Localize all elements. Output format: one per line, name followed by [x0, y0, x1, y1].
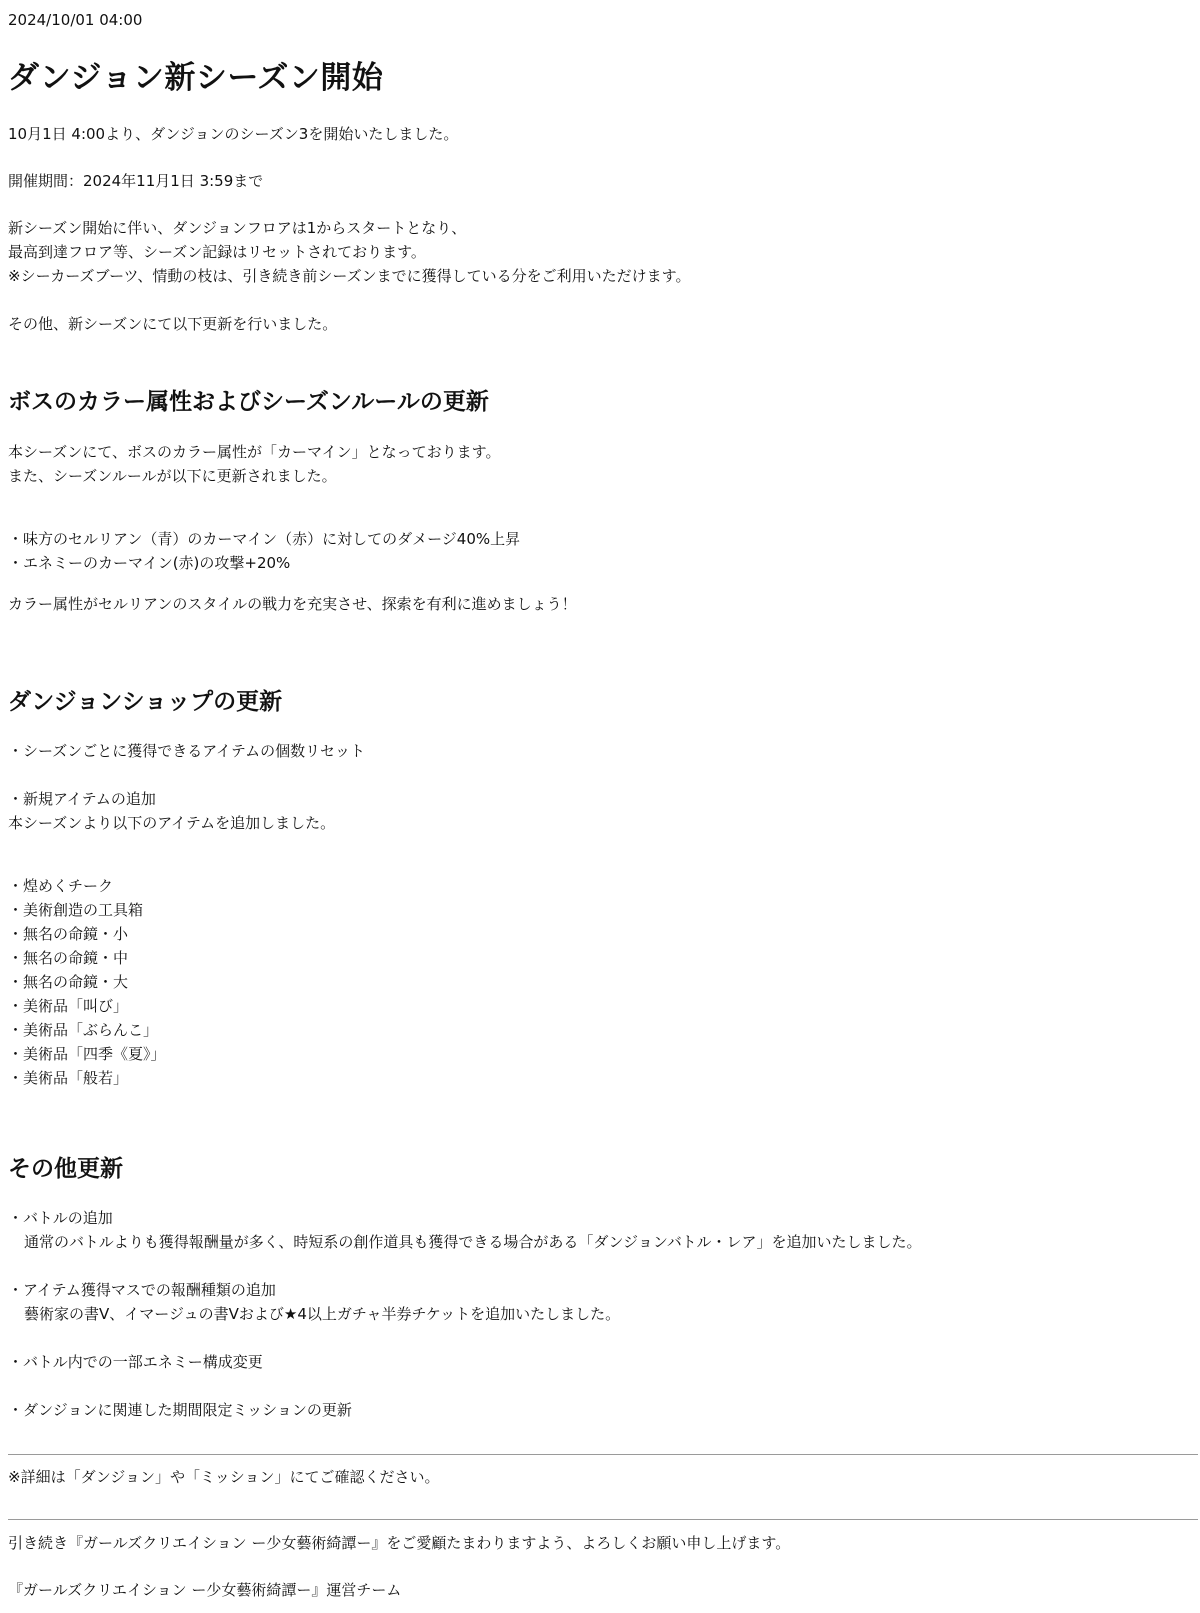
- intro-reset-line-3: ※シーカーズブーツ、情動の枝は、引き続き前シーズンまでに獲得している分をご利用いただけます。: [8, 267, 691, 285]
- boss-paragraph-1: 本シーズンにて、ボスのカラー属性が「カーマイン」となっております。: [8, 443, 501, 461]
- shop-reset-text: ・シーズンごとに獲得できるアイテムの個数リセット: [8, 742, 366, 760]
- shop-item: ・美術品「ぶらんこ」: [8, 1021, 159, 1039]
- season-rule-item: ・味方のセルリアン（青）のカーマイン（赤）に対してのダメージ40%上昇: [8, 530, 521, 548]
- divider: [8, 1519, 1198, 1520]
- shop-item: ・美術品「叫び」: [8, 997, 129, 1015]
- divider: [8, 1454, 1198, 1455]
- intro-other-text: その他、新シーズンにて以下更新を行いました。: [8, 315, 338, 333]
- details-note: ※詳細は「ダンジョン」や「ミッション」にてご確認ください。: [8, 1468, 440, 1486]
- other-mission-text: ・ダンジョンに関連した期間限定ミッションの更新: [8, 1401, 352, 1419]
- section-heading-shop: ダンジョンショップの更新: [8, 689, 283, 715]
- intro-period-text: 開催期間：2024年11月1日 3:59まで: [8, 172, 264, 190]
- intro-start-text: 10月1日 4:00より、ダンジョンのシーズン3を開始いたしました。: [8, 125, 459, 143]
- team-signature: 『ガールズクリエイション ー少女藝術綺譚ー』運営チーム: [8, 1581, 402, 1599]
- post-date: 2024/10/01 04:00: [8, 11, 143, 29]
- shop-item: ・煌めくチーク: [8, 877, 114, 895]
- page-title: ダンジョン新シーズン開始: [8, 60, 384, 96]
- thanks-text: 引き続き『ガールズクリエイション ー少女藝術綺譚ー』をご愛顧たまわりますよう、よろしくお願い申し上げます。: [8, 1534, 791, 1552]
- season-rule-item: ・エネミーのカーマイン(赤)の攻撃+20%: [8, 554, 291, 572]
- section-heading-boss: ボスのカラー属性およびシーズンルールの更新: [8, 389, 489, 415]
- boss-paragraph-2: また、シーズンルールが以下に更新されました。: [8, 467, 337, 485]
- section-heading-other: その他更新: [8, 1156, 123, 1182]
- other-enemy-text: ・バトル内での一部エネミー構成変更: [8, 1353, 263, 1371]
- shop-new-items-desc: 本シーズンより以下のアイテムを追加しました。: [8, 814, 336, 832]
- shop-item: ・美術品「般若」: [8, 1069, 129, 1087]
- other-reward-desc: 藝術家の書V、イマージュの書Vおよび★4以上ガチャ半券チケットを追加いたしました。: [24, 1305, 621, 1323]
- shop-item: ・無名の命鏡・中: [8, 949, 129, 967]
- shop-item: ・美術品「四季《夏》」: [8, 1045, 166, 1063]
- intro-reset-line-1: 新シーズン開始に伴い、ダンジョンフロアは1からスタートとなり、: [8, 219, 467, 237]
- boss-closing-text: カラー属性がセルリアンのスタイルの戦力を充実させ、探索を有利に進めましょう！: [8, 595, 577, 613]
- shop-item: ・無名の命鏡・大: [8, 973, 129, 991]
- shop-item: ・無名の命鏡・小: [8, 925, 129, 943]
- intro-reset-line-2: 最高到達フロア等、シーズン記録はリセットされております。: [8, 243, 426, 261]
- shop-item: ・美術創造の工具箱: [8, 901, 144, 919]
- other-battle-desc: 通常のバトルよりも獲得報酬量が多く、時短系の創作道具も獲得できる場合がある「ダンジョンバトル・レア」を追加いたしました。: [24, 1233, 922, 1251]
- other-reward-title: ・アイテム獲得マスでの報酬種類の追加: [8, 1281, 276, 1299]
- shop-new-items-title: ・新規アイテムの追加: [8, 790, 156, 808]
- other-battle-title: ・バトルの追加: [8, 1209, 113, 1227]
